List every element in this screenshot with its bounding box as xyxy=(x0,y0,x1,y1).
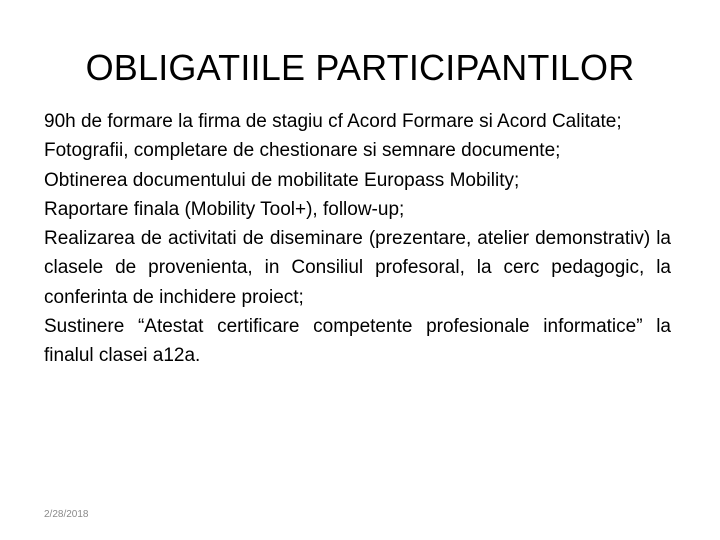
list-item: Raportare finala (Mobility Tool+), follow-up; xyxy=(44,198,405,220)
list-item: Obtinerea documentului de mobilitate Europass Mobility; xyxy=(44,169,520,191)
footer-date: 2/28/2018 xyxy=(44,509,89,520)
list-item: Sustinere “Atestat certificare competente profesionale informatice” la finalul clasei a12a. xyxy=(44,316,671,367)
list-item: 90h de formare la firma de stagiu cf Acord Formare si Acord Calitate; xyxy=(44,111,622,132)
obligations-list xyxy=(44,107,671,371)
slide-title: OBLIGATIILE PARTICIPANTILOR xyxy=(85,47,635,88)
list-item: Realizarea de activitati de diseminare (prezentare, atelier demonstrativ) la clasele de provenienta, in Consiliul profesoral, la cerc pedagogic, la conferinta de inchidere proiect; xyxy=(44,228,671,308)
list-item: Fotografii, completare de chestionare si semnare documente; xyxy=(44,140,561,162)
